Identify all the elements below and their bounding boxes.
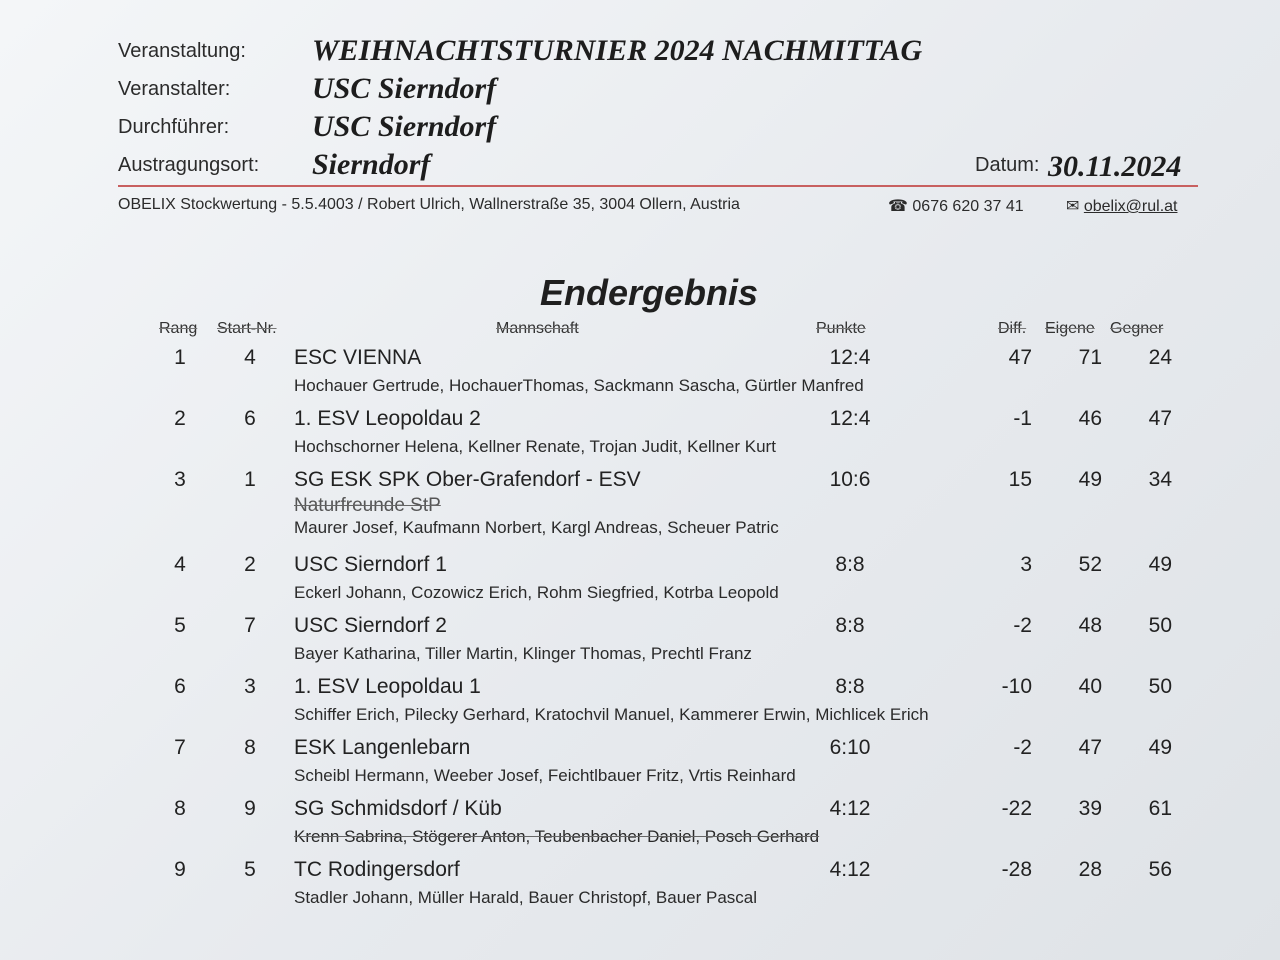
team-name: USC Sierndorf 1 xyxy=(294,553,447,576)
eigene-cell: 47 xyxy=(1078,736,1102,759)
start-cell: 7 xyxy=(244,614,256,637)
diff-cell: -1 xyxy=(1013,407,1032,430)
diff-cell: -22 xyxy=(1001,797,1032,820)
diff-cell: -28 xyxy=(1001,858,1032,881)
team-members: Eckerl Johann, Cozowicz Erich, Rohm Siegfried, Kotrba Leopold xyxy=(294,583,779,602)
diff-cell: 15 xyxy=(1008,468,1032,491)
diff-cell: 3 xyxy=(1020,553,1032,576)
team-members: Hochauer Gertrude, HochauerThomas, Sackmann Sascha, Gürtler Manfred xyxy=(294,376,864,395)
header-divider xyxy=(118,185,1198,187)
table-row xyxy=(0,346,1280,407)
email-link[interactable]: obelix@rul.at xyxy=(1083,198,1178,215)
team-members: Bayer Katharina, Tiller Martin, Klinger Thomas, Prechtl Franz xyxy=(294,644,752,663)
table-row xyxy=(0,858,1280,919)
gegner-cell: 56 xyxy=(1148,858,1172,881)
punkte-cell: 4:12 xyxy=(829,797,871,820)
rang-cell: 6 xyxy=(174,675,186,698)
gegner-cell: 61 xyxy=(1148,797,1172,820)
durchfuehrer-label: Durchführer: xyxy=(118,116,230,138)
eigene-cell: 52 xyxy=(1078,553,1102,576)
rang-cell: 2 xyxy=(174,407,186,430)
col-header-start: Start-Nr. xyxy=(217,320,277,337)
rang-cell: 4 xyxy=(174,553,186,576)
diff-cell: -10 xyxy=(1001,675,1032,698)
table-row xyxy=(0,614,1280,675)
eigene-cell: 46 xyxy=(1078,407,1102,430)
austragungsort-value: Sierndorf xyxy=(312,148,431,181)
software-info: OBELIX Stockwertung - 5.5.4003 / Robert Ulrich, Wallnerstraße 35, 3004 Ollern, Austria xyxy=(118,196,740,213)
rang-cell: 7 xyxy=(174,736,186,759)
table-row xyxy=(0,468,1280,537)
col-header-rang: Rang xyxy=(159,320,198,337)
gegner-cell: 49 xyxy=(1148,553,1172,576)
diff-cell: 47 xyxy=(1008,346,1032,369)
veranstaltung-value: WEIHNACHTSTURNIER 2024 NACHMITTAG xyxy=(312,34,923,67)
eigene-cell: 71 xyxy=(1078,346,1102,369)
col-header-gegner: Gegner xyxy=(1110,320,1164,337)
team-name: USC Sierndorf 2 xyxy=(294,614,447,637)
table-row xyxy=(0,797,1280,858)
team-name: 1. ESV Leopoldau 2 xyxy=(294,407,481,430)
punkte-cell: 10:6 xyxy=(829,468,871,491)
rang-cell: 3 xyxy=(174,468,186,491)
punkte-cell: 12:4 xyxy=(829,346,871,369)
table-row xyxy=(0,675,1280,736)
diff-cell: -2 xyxy=(1013,736,1032,759)
team-name: TC Rodingersdorf xyxy=(294,858,460,881)
start-cell: 9 xyxy=(244,797,256,820)
team-name: ESC VIENNA xyxy=(294,346,422,369)
page-title: Endergebnis xyxy=(540,272,759,313)
table-row xyxy=(0,553,1280,614)
austragungsort-label: Austragungsort: xyxy=(118,154,260,176)
team-members: Krenn Sabrina, Stögerer Anton, Teubenbacher Daniel, Posch Gerhard xyxy=(294,827,820,846)
gegner-cell: 34 xyxy=(1148,468,1172,491)
eigene-cell: 40 xyxy=(1078,675,1102,698)
start-cell: 4 xyxy=(244,346,256,369)
veranstalter-label: Veranstalter: xyxy=(118,78,231,100)
table-row xyxy=(0,736,1280,797)
rang-cell: 8 xyxy=(174,797,186,820)
email-contact xyxy=(1066,196,1177,216)
gegner-cell: 50 xyxy=(1148,614,1172,637)
veranstaltung-label: Veranstaltung: xyxy=(118,40,246,62)
eigene-cell: 49 xyxy=(1078,468,1102,491)
eigene-cell: 28 xyxy=(1078,858,1102,881)
punkte-cell: 4:12 xyxy=(829,858,871,881)
col-header-mannschaft: Mannschaft xyxy=(496,320,579,337)
phone-icon: ☎ xyxy=(888,198,908,215)
durchfuehrer-value: USC Sierndorf xyxy=(312,110,497,143)
rang-cell: 5 xyxy=(174,614,186,637)
team-members: Maurer Josef, Kaufmann Norbert, Kargl Andreas, Scheuer Patric xyxy=(294,518,779,537)
team-members: Hochschorner Helena, Kellner Renate, Trojan Judit, Kellner Kurt xyxy=(294,437,776,456)
gegner-cell: 49 xyxy=(1148,736,1172,759)
punkte-cell: 12:4 xyxy=(829,407,871,430)
team-name: SG Schmidsdorf / Küb xyxy=(294,797,502,820)
team-name: 1. ESV Leopoldau 1 xyxy=(294,675,481,698)
datum-value: 30.11.2024 xyxy=(1048,150,1182,183)
punkte-cell: 8:8 xyxy=(835,614,865,637)
col-header-punkte: Punkte xyxy=(816,320,866,337)
start-cell: 8 xyxy=(244,736,256,759)
gegner-cell: 24 xyxy=(1148,346,1172,369)
diff-cell: -2 xyxy=(1013,614,1032,637)
start-cell: 5 xyxy=(244,858,256,881)
start-cell: 2 xyxy=(244,553,256,576)
gegner-cell: 50 xyxy=(1148,675,1172,698)
table-row xyxy=(0,407,1280,468)
team-members: Stadler Johann, Müller Harald, Bauer Christopf, Bauer Pascal xyxy=(294,888,758,907)
start-cell: 1 xyxy=(244,468,256,491)
rang-cell: 9 xyxy=(174,858,186,881)
datum-label: Datum: xyxy=(975,154,1040,176)
veranstalter-value: USC Sierndorf xyxy=(312,72,497,105)
punkte-cell: 8:8 xyxy=(835,675,865,698)
start-cell: 3 xyxy=(244,675,256,698)
team-name: ESK Langenlebarn xyxy=(294,736,471,759)
punkte-cell: 8:8 xyxy=(835,553,865,576)
rang-cell: 1 xyxy=(174,346,186,369)
envelope-icon: ✉ xyxy=(1066,198,1080,215)
team-name: SG ESK SPK Ober-Grafendorf - ESV xyxy=(294,468,641,491)
eigene-cell: 48 xyxy=(1078,614,1102,637)
phone-contact xyxy=(888,196,1024,216)
gegner-cell: 47 xyxy=(1148,407,1172,430)
team-members: Scheibl Hermann, Weeber Josef, Feichtlbauer Fritz, Vrtis Reinhard xyxy=(294,766,796,785)
eigene-cell: 39 xyxy=(1078,797,1102,820)
col-header-eigene: Eigene xyxy=(1045,320,1095,337)
col-header-diff: Diff. xyxy=(998,320,1027,337)
start-cell: 6 xyxy=(244,407,256,430)
team-name-overflow: Naturfreunde StP xyxy=(294,495,441,516)
team-members: Schiffer Erich, Pilecky Gerhard, Kratochvil Manuel, Kammerer Erwin, Michlicek Erich xyxy=(294,705,929,724)
punkte-cell: 6:10 xyxy=(829,736,871,759)
phone-number: 0676 620 37 41 xyxy=(912,198,1024,215)
